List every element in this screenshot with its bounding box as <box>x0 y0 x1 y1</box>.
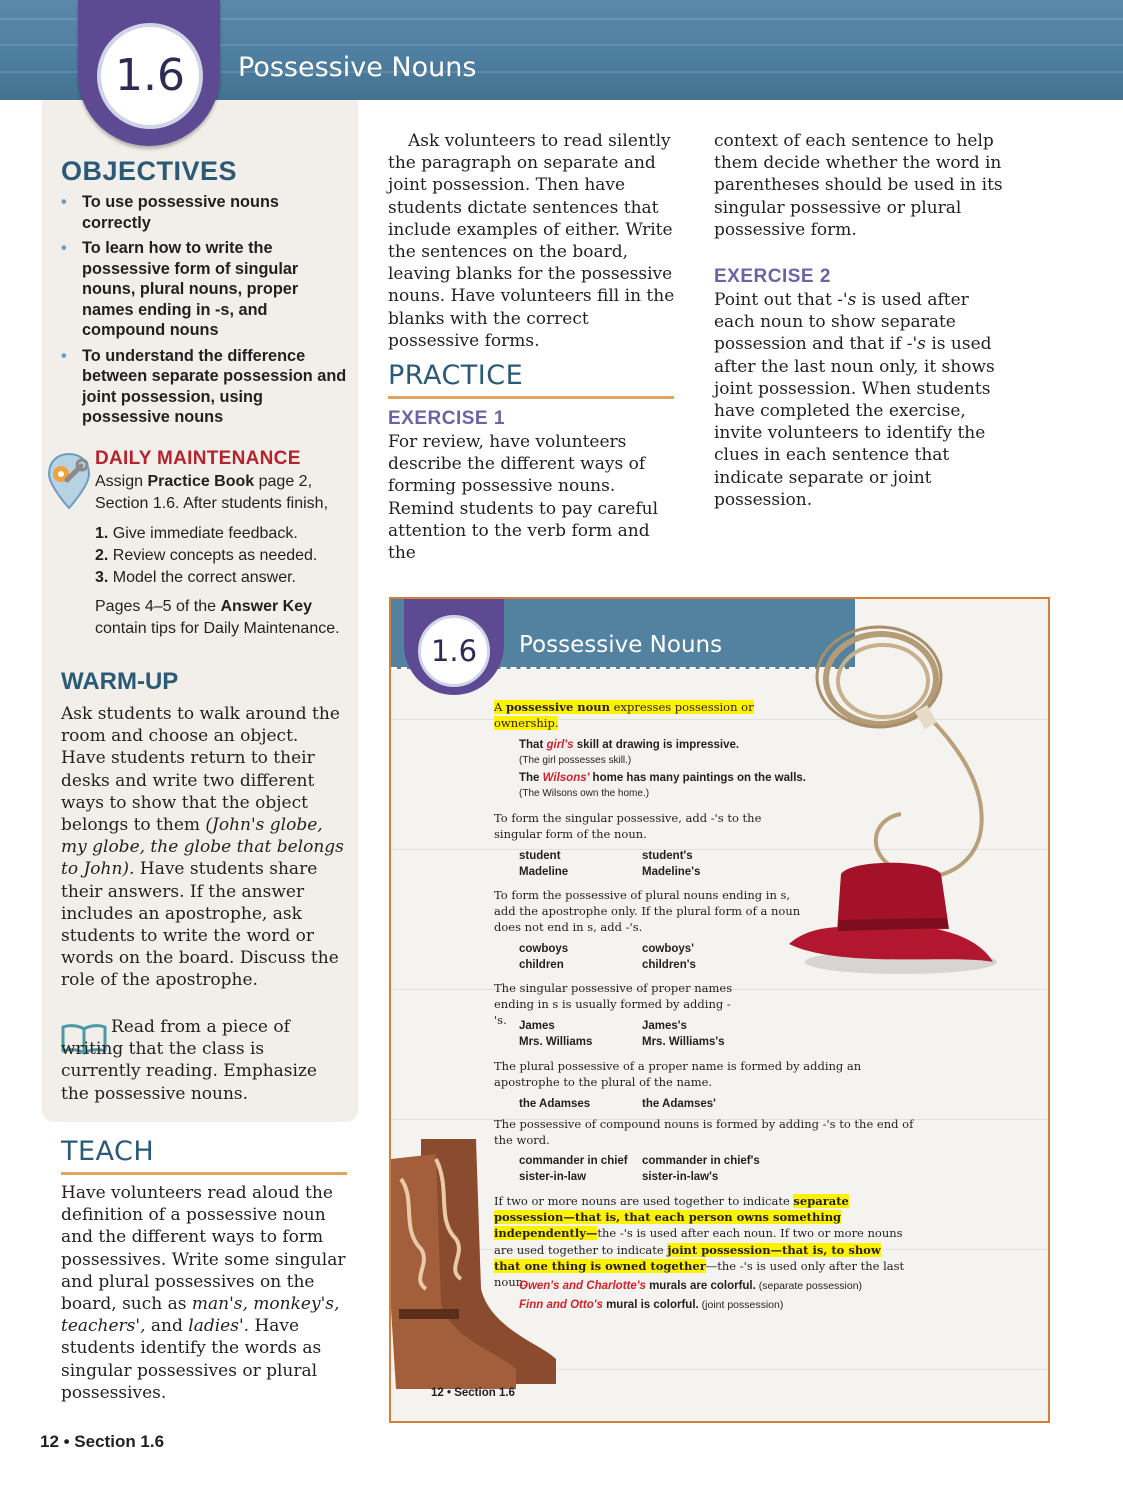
practice-heading: PRACTICE <box>388 360 524 391</box>
inset-rule-possession: If two or more nouns are used together to indicate separate possession—that is, that each person owns something independently—the -'s is used after each noun. If two or more nouns are used together to indicate joint possession—that is, to show that one thing is owned together—the -'s is used only after the last noun. <box>494 1194 905 1290</box>
daily-maintenance-heading: DAILY MAINTENANCE <box>95 448 301 469</box>
teach-text: Have volunteers read aloud the definition of a possessive noun and the different ways to form possessives. Write some singular and plural possessives on the board, such as man's, monkey's, teachers', and ladies'. Have students identify the words as singular possessives or plural possessives. <box>61 1183 346 1403</box>
pair-base: student Madeline <box>519 850 569 878</box>
objectives-list <box>61 192 351 433</box>
pair-possessive: student's Madeline's <box>642 850 701 878</box>
inset-rule: To form the possessive of plural nouns ending in s, add the apostrophe only. If the plural form of a noun does not end in s, add -'s. <box>494 888 801 935</box>
pair-possessive: cowboys' children's <box>642 943 696 971</box>
separate-joint-paragraph: Ask volunteers to read silently the paragraph on separate and joint possession. Then have students dictate sentences that include examples of either. Write the sentences on the board, leaving blanks for the possessive nouns. Have volunteers fill in the blanks with the correct possessive forms. <box>388 131 675 351</box>
exercise-2-heading: EXERCISE 2 <box>714 266 831 287</box>
inset-title: Possessive Nouns <box>519 632 723 658</box>
inset-rule: The possessive of compound nouns is formed by adding -'s to the end of the word. <box>494 1117 914 1148</box>
wrench-gear-icon <box>45 450 93 510</box>
inset-rule: The plural possessive of a proper name is formed by adding an apostrophe to the plural of the name. <box>494 1059 862 1090</box>
reading-tip: Read from a piece of writing that the class is currently reading. Emphasize the possessive nouns. <box>61 1017 317 1104</box>
student-page-inset <box>389 597 1050 1423</box>
exercise-1-continuation: context of each sentence to help them decide whether the word in parentheses should be used in its singular possessive or plural possessive form. <box>714 131 1003 240</box>
exercise-1-heading: EXERCISE 1 <box>388 408 505 429</box>
pair-base: commander in chief sister-in-law <box>519 1155 628 1183</box>
daily-maintenance-intro: Assign Practice Book page 2, Section 1.6. After students finish, <box>95 473 329 512</box>
warm-up-text: Ask students to walk around the room and choose an object. Have students return to their desks and write two different ways to show that the object belongs to them (John's globe, my globe, the globe that belongs to John). Have students share their answers. If the answer includes an apostrophe, ask students to write the word or words on the board. Discuss the role of the apostrophe. <box>61 704 344 991</box>
pair-possessive: the Adamses' <box>642 1098 716 1110</box>
cowboy-hat-image <box>781 854 1001 984</box>
objectives-heading: OBJECTIVES <box>61 156 238 186</box>
objective-item: • To use possessive nouns correctly <box>61 192 351 233</box>
section-number: 1.6 <box>115 50 185 101</box>
inset-definition: A possessive noun expresses possession or ownership. <box>494 700 754 731</box>
inset-example: Finn and Otto's mural is colorful. (joint possession) <box>519 1299 784 1311</box>
page-footer: 12 • Section 1.6 <box>40 1432 165 1451</box>
inset-example-note: (The Wilsons own the home.) <box>519 788 650 799</box>
heading-rule <box>61 1172 347 1175</box>
list-item: 2. Review concepts as needed. <box>95 547 318 564</box>
page-title: Possessive Nouns <box>238 52 477 83</box>
inset-rule: To form the singular possessive, add -'s to the singular form of the noun. <box>494 811 762 842</box>
exercise-2-text: Point out that -'s is used after each noun to show separate possession and that if -'s is used after the last noun only, it shows joint possession. When students have completed the exercise, invite volunteers to identify the clues in each sentence that indicate separate or joint possession. <box>714 290 995 510</box>
answer-key-note: Pages 4–5 of the Answer Key contain tips for Daily Maintenance. <box>95 598 340 637</box>
inset-example-note: (The girl possesses skill.) <box>519 755 632 766</box>
inset-example: That girl's skill at drawing is impressive. <box>519 739 740 751</box>
objective-item: • To understand the difference between separate possession and joint possession, using possessive nouns <box>61 346 351 428</box>
inset-section-number: 1.6 <box>418 615 490 687</box>
warm-up-heading: WARM-UP <box>61 668 179 695</box>
list-item: 1. Give immediate feedback. <box>95 525 298 542</box>
teach-heading: TEACH <box>61 1136 155 1167</box>
inset-example: Owen's and Charlotte's murals are colorful. (separate possession) <box>519 1280 863 1292</box>
inset-footer: 12 • Section 1.6 <box>431 1387 515 1399</box>
pair-base: the Adamses <box>519 1098 591 1110</box>
exercise-1-text: For review, have volunteers describe the different ways of forming possessive nouns. Remind students to pay careful attention to the verb form and the <box>388 432 659 564</box>
pair-possessive: commander in chief's sister-in-law's <box>642 1155 760 1183</box>
pair-base: cowboys children <box>519 943 569 971</box>
pair-base: James Mrs. Williams <box>519 1020 593 1048</box>
pair-possessive: James's Mrs. Williams's <box>642 1020 725 1048</box>
objective-item: • To learn how to write the possessive form of singular nouns, plural nouns, proper names ending in -s, and compound nouns <box>61 238 351 341</box>
heading-rule <box>388 396 674 399</box>
daily-maintenance-steps <box>95 523 317 589</box>
inset-rule: The singular possessive of proper names ending in s is usually formed by adding -'s. <box>494 981 733 1028</box>
list-item: 3. Model the correct answer. <box>95 569 296 586</box>
inset-example: The Wilsons' home has many paintings on the walls. <box>519 772 806 784</box>
